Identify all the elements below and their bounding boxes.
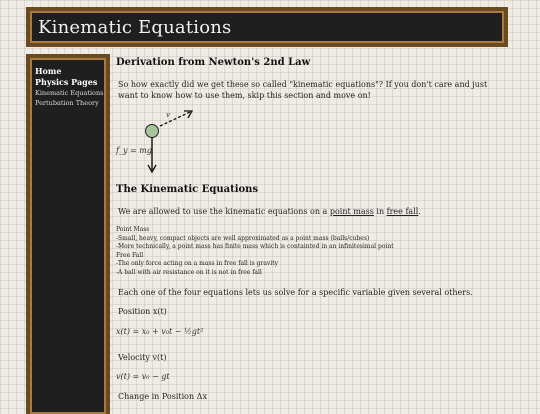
equation-velocity: v(t) = v₀ − gt [116, 372, 170, 381]
definition-line: Point Mass [116, 226, 150, 233]
point-mass-ball [146, 125, 159, 138]
derivation-intro: So how exactly did we get these so called "kinematic equations"? If you don't care and just want to know how to use them, skip this section and move on! [118, 80, 488, 100]
section-heading-derivation: Derivation from Newton's 2nd Law [116, 57, 311, 68]
sidebar-item-physics-pages[interactable]: Physics Pages [35, 77, 98, 87]
equations-summary: Each one of the four equations lets us solve for a specific variable given several others. [118, 288, 473, 297]
section-heading-kinematic-equations: The Kinematic Equations [116, 184, 259, 195]
kinematic-intro-text-end: . [418, 207, 421, 216]
equation-label-velocity: Velocity v(t) [118, 353, 167, 362]
equation-label-position: Position x(t) [118, 307, 167, 316]
kinematic-intro-text: We are allowed to use the kinematic equations on a [118, 207, 330, 216]
equation-position: x(t) = x₀ + v₀t − ½gt² [116, 327, 204, 336]
kinematic-intro [118, 206, 494, 217]
force-label: f_y = mg [116, 146, 152, 155]
definition-line: Free Fall [116, 251, 144, 259]
definition-line: -A ball with air resistance on it is not in free fall [116, 268, 262, 276]
definitions-block [116, 226, 496, 277]
free-fall-link[interactable]: free fall [386, 207, 419, 216]
definition-line: -Small, heavy, compact objects are well approximated as a point mass (balls/cubes) [116, 234, 370, 242]
free-body-diagram [116, 106, 206, 178]
sidebar-item-kinematic-equations[interactable]: Kinematic Equations [35, 89, 104, 97]
velocity-label: v [166, 111, 170, 119]
point-mass-link[interactable]: point mass [329, 207, 374, 216]
velocity-arrow-line [160, 112, 190, 126]
sidebar-item-home[interactable]: Home [35, 66, 62, 76]
definition-line: -The only force acting on a mass in free fall is gravity [116, 260, 279, 267]
page-header [26, 7, 508, 47]
sidebar-nav [26, 54, 110, 414]
sidebar-item-pertubation-theory[interactable]: Pertubation Theory [35, 99, 99, 107]
site-title: Kinematic Equations [38, 17, 232, 38]
equation-label-change-in-position: Change in Position Δx [118, 392, 207, 401]
kinematic-intro-text-mid: in [373, 207, 387, 216]
definition-line: -More technically, a point mass has finite mass which is containted in an infinitesimal point [116, 243, 394, 250]
